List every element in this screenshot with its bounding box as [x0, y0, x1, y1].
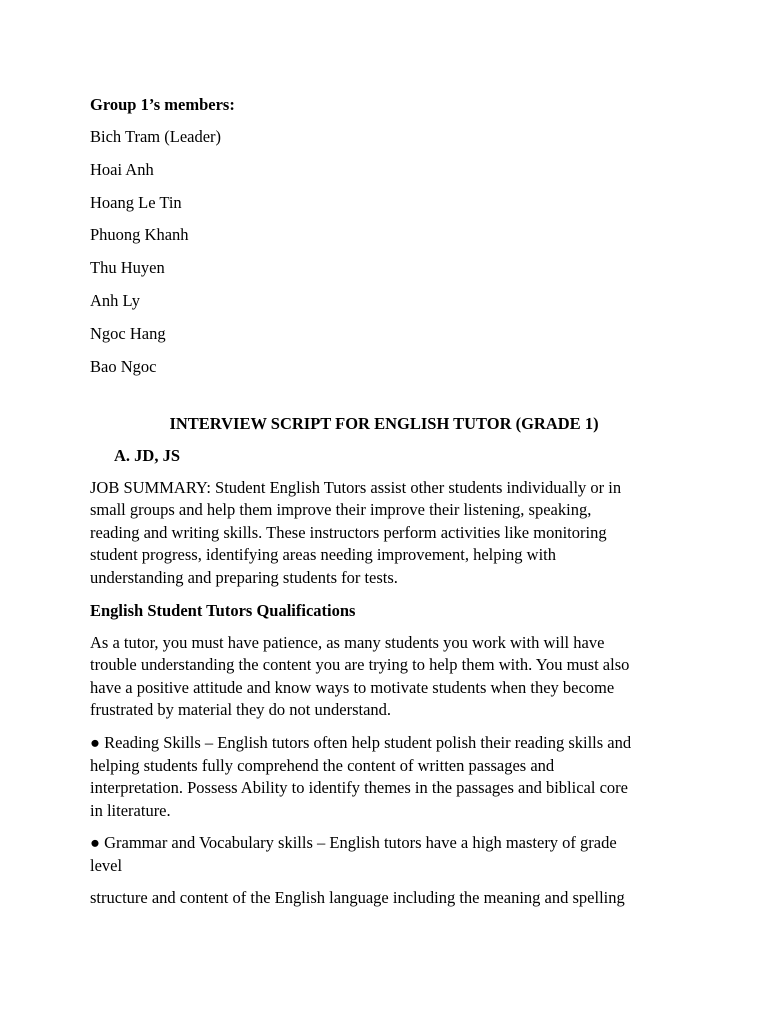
qualifications-line: As a tutor, you must have patience, as many students you work with will have — [90, 632, 605, 652]
job-summary-line: understanding and preparing students for tests. — [90, 567, 398, 587]
member-name: Hoai Anh — [90, 159, 154, 179]
qualifications-line: have a positive attitude and know ways to motivate students when they become — [90, 677, 615, 697]
member-name: Ngoc Hang — [90, 323, 166, 343]
members-list — [90, 94, 680, 378]
bullet-reading-line: in literature. — [90, 800, 171, 820]
bullet-reading-line: interpretation. Possess Ability to identify themes in the passages and biblical core — [90, 778, 628, 798]
qualifications-line: frustrated by material they do not understand. — [90, 700, 392, 720]
bullet-reading-line: helping students fully comprehend the content of written passages and — [90, 755, 555, 775]
document-page — [90, 94, 680, 910]
bullet-reading-skills — [90, 732, 680, 822]
bullet-grammar-line: level — [90, 855, 123, 875]
job-summary-line: small groups and help them improve their improve their listening, speaking, — [90, 500, 592, 520]
job-summary-line: student progress, identifying areas needing improvement, helping with — [90, 545, 557, 565]
member-name: Hoang Le Tin — [90, 192, 182, 212]
section-a-heading: A. JD, JS — [114, 445, 181, 465]
qualifications-heading: English Student Tutors Qualifications — [90, 600, 356, 620]
bullet-reading-line: ● Reading Skills – English tutors often help student polish their reading skills and — [90, 732, 632, 752]
continuation-line: structure and content of the English language including the meaning and spelling — [90, 888, 625, 908]
bullet-grammar-skills — [90, 832, 680, 877]
document-title: INTERVIEW SCRIPT FOR ENGLISH TUTOR (GRADE 1) — [169, 413, 599, 433]
member-name: Bao Ngoc — [90, 356, 157, 376]
member-name: Phuong Khanh — [90, 225, 189, 245]
member-name: Anh Ly — [90, 290, 140, 310]
job-summary-line: JOB SUMMARY: Student English Tutors assist other students individually or in — [90, 477, 622, 497]
bullet-grammar-line: ● Grammar and Vocabulary skills – English tutors have a high mastery of grade — [90, 833, 617, 853]
member-name: Bich Tram (Leader) — [90, 127, 222, 146]
job-summary — [90, 477, 680, 590]
members-heading: Group 1’s members: — [90, 95, 235, 114]
job-summary-line: reading and writing skills. These instructors perform activities like monitoring — [90, 522, 607, 542]
qualifications-line: trouble understanding the content you are trying to help them with. You must also — [90, 655, 630, 675]
qualifications-paragraph — [90, 632, 680, 722]
member-name: Thu Huyen — [90, 258, 165, 278]
